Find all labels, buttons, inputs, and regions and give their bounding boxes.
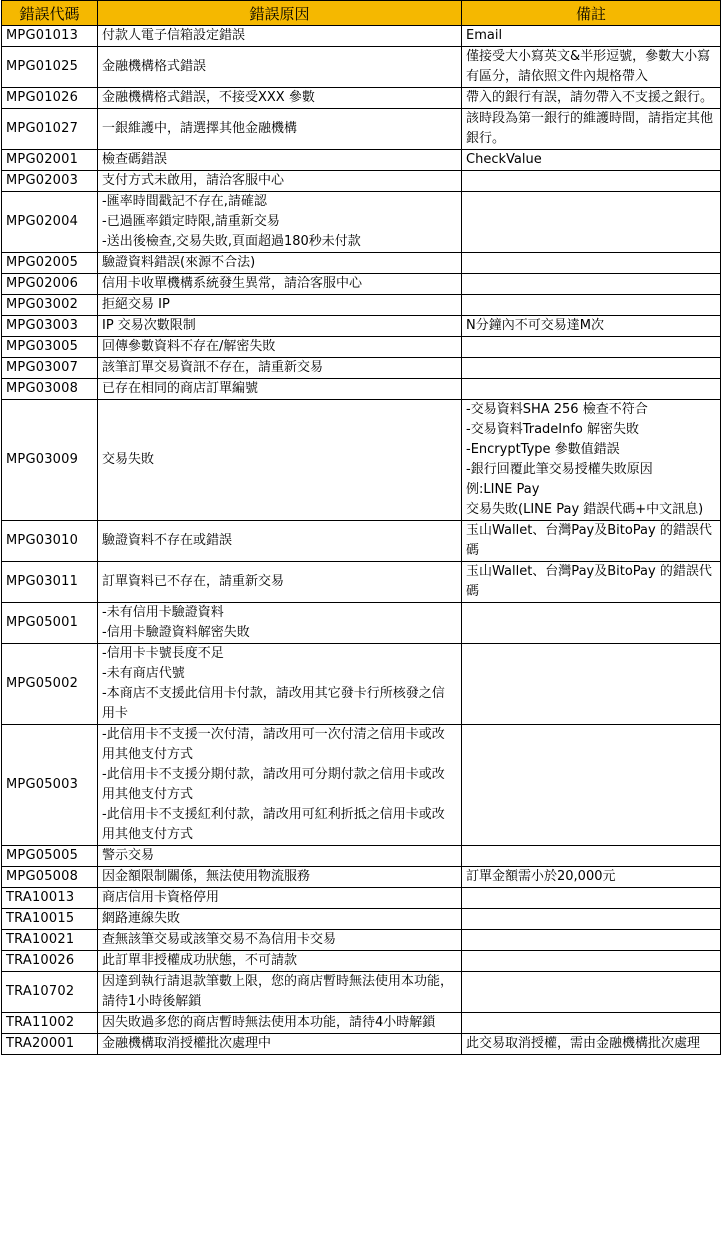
note-line: Email [466,28,503,43]
error-cause-cell [98,171,462,192]
table-row [2,846,721,867]
table-row [2,150,721,171]
note-cell [462,603,721,644]
error-cause-cell [98,26,462,47]
note-cell [462,909,721,930]
note-line: 帶入的銀行有誤，請勿帶入不支援之銀行。 [466,90,714,105]
note-line: 此交易取消授權，需由金融機構批次處理 [466,1036,701,1051]
note-line: 該時段為第一銀行的維護時間，請指定其他銀行。 [466,111,714,146]
error-cause-line: 付款人電子信箱設定錯誤 [102,28,246,43]
error-cause-line: -信用卡卡號長度不足 [102,646,224,661]
table-row [2,972,721,1013]
error-code-cell: TRA10702 [2,972,98,1013]
error-code-cell: MPG02004 [2,192,98,253]
table-row [2,603,721,644]
table-row [2,337,721,358]
error-cause-line: 金融機構格式錯誤 [102,59,207,74]
error-cause-cell [98,295,462,316]
note-cell [462,274,721,295]
note-cell [462,562,721,603]
error-cause-line: 回傳參數資料不存在/解密失敗 [102,339,276,354]
error-cause-cell [98,888,462,909]
error-code-cell: MPG01013 [2,26,98,47]
error-code-cell: MPG05008 [2,867,98,888]
header-error-code: 錯誤代碼 [2,1,98,26]
table-row [2,109,721,150]
error-cause-cell [98,150,462,171]
note-cell [462,171,721,192]
note-line: 玉山Wallet、台灣Pay及BitoPay 的錯誤代碼 [466,564,712,599]
error-code-cell: MPG01027 [2,109,98,150]
error-cause-line: 檢查碼錯誤 [102,152,168,167]
error-cause-line: 該筆訂單交易資訊不存在，請重新交易 [102,360,324,375]
error-cause-line: -已過匯率鎖定時限,請重新交易 [102,214,280,229]
error-code-cell: MPG02006 [2,274,98,295]
table-row [2,888,721,909]
error-cause-cell [98,603,462,644]
error-code-cell: MPG03011 [2,562,98,603]
error-cause-line: -匯率時間戳記不存在,請確認 [102,194,267,209]
error-cause-line: 網路連線失敗 [102,911,181,926]
error-code-table [1,0,721,1055]
error-cause-line: 因達到執行請退款筆數上限，您的商店暫時無法使用本功能，請待1小時後解鎖 [102,974,454,1009]
table-row [2,951,721,972]
error-code-cell: TRA10015 [2,909,98,930]
table-row [2,867,721,888]
error-cause-cell [98,358,462,379]
note-cell [462,846,721,867]
error-code-cell: MPG03003 [2,316,98,337]
note-cell [462,26,721,47]
table-row [2,358,721,379]
note-cell [462,337,721,358]
error-cause-line: -信用卡驗證資料解密失敗 [102,625,250,640]
note-cell [462,253,721,274]
note-line: CheckValue [466,152,542,167]
table-row [2,1034,721,1055]
error-code-cell: TRA11002 [2,1013,98,1034]
error-code-cell: MPG05001 [2,603,98,644]
error-cause-cell [98,316,462,337]
table-row [2,521,721,562]
error-cause-line: 此訂單非授權成功狀態，不可請款 [102,953,298,968]
error-cause-line: -送出後檢查,交易失敗,頁面超過180秒未付款 [102,234,361,249]
header-row [2,1,721,26]
note-line: 交易失敗(LINE Pay 錯誤代碼+中文訊息) [466,502,704,517]
error-code-cell: TRA10013 [2,888,98,909]
table-row [2,379,721,400]
error-cause-line: 查無該筆交易或該筆交易不為信用卡交易 [102,932,337,947]
note-cell [462,1034,721,1055]
note-line: N分鐘內不可交易達M次 [466,318,604,333]
error-cause-line: -此信用卡不支援分期付款，請改用可分期付款之信用卡或改用其他支付方式 [102,767,445,802]
note-cell [462,316,721,337]
error-cause-cell [98,644,462,725]
note-line: 例:LINE Pay [466,482,540,497]
error-code-cell: MPG03010 [2,521,98,562]
error-cause-cell [98,867,462,888]
error-cause-line: IP 交易次數限制 [102,318,196,333]
error-cause-cell [98,192,462,253]
error-code-cell: MPG05005 [2,846,98,867]
error-cause-cell [98,846,462,867]
note-cell [462,972,721,1013]
note-cell [462,1013,721,1034]
table-row [2,26,721,47]
table-row [2,725,721,846]
error-code-cell: MPG03007 [2,358,98,379]
note-cell [462,379,721,400]
error-code-cell: MPG03009 [2,400,98,521]
error-code-cell: MPG03002 [2,295,98,316]
error-cause-line: 交易失敗 [102,452,155,467]
error-cause-cell [98,253,462,274]
error-cause-cell [98,337,462,358]
error-cause-cell [98,109,462,150]
table-row [2,562,721,603]
error-cause-line: 支付方式未啟用，請洽客服中心 [102,173,285,188]
error-code-cell: TRA20001 [2,1034,98,1055]
error-cause-line: 信用卡收單機構系統發生異常，請洽客服中心 [102,276,363,291]
error-code-cell: TRA10021 [2,930,98,951]
error-cause-line: 警示交易 [102,848,155,863]
table-row [2,274,721,295]
error-cause-cell [98,562,462,603]
note-cell [462,47,721,88]
error-cause-line: 一銀維護中，請選擇其他金融機構 [102,121,298,136]
error-cause-cell [98,379,462,400]
error-cause-line: 商店信用卡資格停用 [102,890,220,905]
note-cell [462,358,721,379]
error-cause-cell [98,274,462,295]
note-cell [462,88,721,109]
table-row [2,88,721,109]
error-cause-line: -本商店不支援此信用卡付款，請改用其它發卡行所核發之信用卡 [102,686,445,721]
error-cause-line: -未有信用卡驗證資料 [102,605,224,620]
error-cause-cell [98,725,462,846]
error-code-cell: MPG05002 [2,644,98,725]
error-cause-cell [98,47,462,88]
error-code-cell: MPG03005 [2,337,98,358]
error-code-cell: MPG05003 [2,725,98,846]
note-line: -EncryptType 參數值錯誤 [466,442,620,457]
error-code-cell: TRA10026 [2,951,98,972]
error-cause-cell [98,1013,462,1034]
table-row [2,400,721,521]
note-cell [462,295,721,316]
table-row [2,1013,721,1034]
error-cause-cell [98,930,462,951]
error-cause-line: -此信用卡不支援一次付清，請改用可一次付清之信用卡或改用其他支付方式 [102,727,445,762]
error-code-cell: MPG01025 [2,47,98,88]
error-code-cell: MPG02005 [2,253,98,274]
error-cause-line: 訂單資料已不存在，請重新交易 [102,574,285,589]
note-line: 僅接受大小寫英文&半形逗號，參數大小寫有區分，請依照文件內規格帶入 [466,49,711,84]
table-body [2,26,721,1055]
error-cause-line: 金融機構格式錯誤，不接受XXX 參數 [102,90,315,105]
table-row [2,909,721,930]
note-cell [462,951,721,972]
table-row [2,930,721,951]
header-error-cause: 錯誤原因 [98,1,462,26]
error-cause-cell [98,1034,462,1055]
error-cause-line: 驗證資料不存在或錯誤 [102,533,233,548]
error-cause-line: 驗證資料錯誤(來源不合法) [102,255,256,270]
note-line: -銀行回覆此筆交易授權失敗原因 [466,462,653,477]
error-cause-cell [98,400,462,521]
note-cell [462,644,721,725]
note-cell [462,930,721,951]
error-cause-cell [98,972,462,1013]
error-cause-cell [98,909,462,930]
error-cause-cell [98,521,462,562]
note-cell [462,521,721,562]
note-line: 訂單金額需小於20,000元 [466,869,616,884]
note-line: -交易資料SHA 256 檢查不符合 [466,402,648,417]
table-header [2,1,721,26]
note-line: -交易資料TradeInfo 解密失敗 [466,422,640,437]
note-cell [462,192,721,253]
error-cause-line: 因失敗過多您的商店暫時無法使用本功能，請待4小時解鎖 [102,1015,436,1030]
table-row [2,644,721,725]
table-row [2,253,721,274]
error-code-cell: MPG02001 [2,150,98,171]
error-cause-cell [98,88,462,109]
table-row [2,295,721,316]
error-code-cell: MPG03008 [2,379,98,400]
note-cell [462,725,721,846]
note-cell [462,109,721,150]
error-cause-cell [98,951,462,972]
header-note: 備註 [462,1,721,26]
table-row [2,171,721,192]
note-cell [462,400,721,521]
error-cause-line: -未有商店代號 [102,666,185,681]
table-row [2,316,721,337]
error-cause-line: 金融機構取消授權批次處理中 [102,1036,272,1051]
error-code-cell: MPG01026 [2,88,98,109]
error-code-cell: MPG02003 [2,171,98,192]
error-cause-line: 已存在相同的商店訂單編號 [102,381,259,396]
note-cell [462,150,721,171]
table-row [2,192,721,253]
error-cause-line: -此信用卡不支援紅利付款，請改用可紅利折抵之信用卡或改用其他支付方式 [102,807,445,842]
note-cell [462,867,721,888]
table-row [2,47,721,88]
error-cause-line: 因金額限制關係，無法使用物流服務 [102,869,311,884]
note-line: 玉山Wallet、台灣Pay及BitoPay 的錯誤代碼 [466,523,712,558]
note-cell [462,888,721,909]
error-cause-line: 拒絕交易 IP [102,297,170,312]
